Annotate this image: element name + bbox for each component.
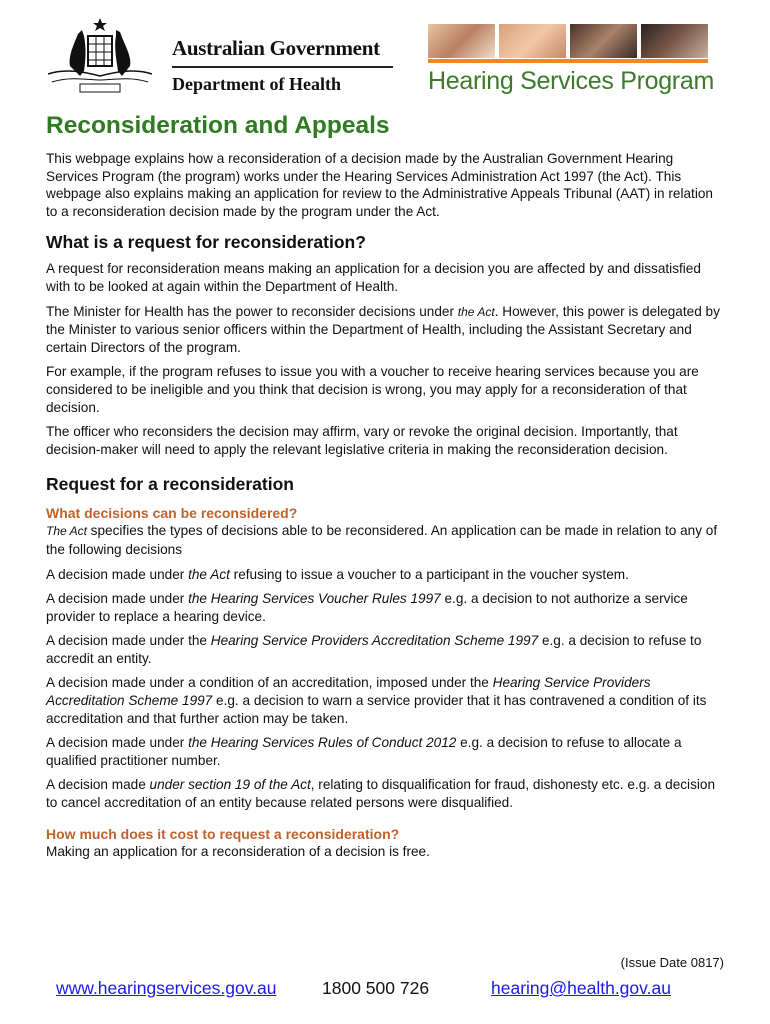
coat-of-arms-icon	[40, 16, 160, 98]
phone-number: 1800 500 726	[322, 978, 430, 998]
government-logo-text	[172, 36, 393, 95]
logo-bar	[428, 59, 708, 63]
text: A decision made under the	[46, 633, 211, 649]
decision-item	[46, 590, 726, 625]
document-body	[46, 112, 726, 867]
decision-item	[46, 566, 726, 584]
paragraph: The officer who reconsiders the decision may affirm, vary or revoke the original decision. Importantly, that decision-maker will need to apply the relevant legislative criteria in making the reconsideration decision.	[46, 424, 678, 457]
decision-item	[46, 674, 726, 727]
gov-line2: Department of Health	[172, 73, 341, 94]
logo-photo	[570, 24, 637, 58]
text: e.g. a decision to warn a service provider that it has contravened a condition of its accreditation and that further action may be taken.	[46, 693, 707, 726]
paragraph: For example, if the program refuses to issue you with a voucher to receive hearing services because you are considered to be ineligible and you think that decision is wrong, you may apply for a reconsideration of that decision.	[46, 364, 699, 415]
text: A decision made under	[46, 591, 189, 607]
text: A decision made under	[46, 735, 189, 751]
paragraph	[46, 303, 726, 357]
subheading: What decisions can be reconsidered?	[46, 505, 298, 522]
section-heading: Request for a reconsideration	[46, 474, 294, 495]
logo-photo	[499, 24, 566, 58]
text: A decision made under a condition of an accreditation, imposed under the	[46, 675, 493, 691]
page-title: Reconsideration and Appeals	[46, 112, 390, 139]
italic-text: Hearing Service Providers Accreditation Scheme 1997	[46, 675, 651, 709]
paragraph	[46, 522, 726, 558]
text: specifies the types of decisions able to be reconsidered. An application can be made in relation to any of the following decisions	[46, 523, 718, 557]
text: , relating to disqualification for fraud, dishonesty etc. e.g. a decision to cancel accreditation of an entity because related persons were disqualified.	[46, 777, 716, 811]
issue-date: (Issue Date 0817)	[620, 955, 724, 970]
logo-photo	[428, 24, 495, 58]
text: refusing to issue a voucher to a participant in the voucher system.	[229, 566, 629, 582]
italic-text: the Hearing Services Voucher Rules 1997	[188, 591, 441, 607]
website-link[interactable]: www.hearingservices.gov.au	[56, 978, 277, 998]
text: The Minister for Health has the power to reconsider decisions under	[46, 303, 458, 319]
italic-text: Hearing Service Providers Accreditation Scheme 1997	[210, 633, 539, 649]
program-name: Hearing Services Program	[428, 67, 714, 95]
section-heading: What is a request for reconsideration?	[46, 232, 366, 253]
intro-paragraph: This webpage explains how a reconsideration of a decision made by the Australian Government Hearing Services Program (the program) works under the Hearing Services Administration Act 1997 (the Act). This webpage also explains making an application for review to the Administrative Appeals Tribunal (AAT) in relation to a reconsideration decision made by the program under the Act.	[46, 151, 713, 219]
logo-divider	[172, 66, 393, 68]
italic-text: the Act	[457, 304, 495, 319]
text: e.g. a decision to refuse to allocate a qualified practitioner number.	[46, 735, 682, 768]
decision-item	[46, 734, 726, 769]
text: A decision made	[46, 777, 150, 793]
text: e.g. a decision to not authorize a service provider to replace a hearing device.	[46, 591, 688, 624]
paragraph: Making an application for a reconsideration of a decision is free.	[46, 843, 430, 859]
gov-line1: Australian Government	[172, 36, 380, 60]
logo-photo-strip	[428, 24, 708, 58]
decision-item	[46, 776, 726, 811]
hearing-services-program-logo	[428, 24, 714, 96]
text: e.g. a decision to refuse to accredit an entity.	[46, 633, 702, 666]
italic-text: under section 19 of the Act	[149, 777, 311, 793]
page-header	[0, 0, 770, 110]
logo-photo	[641, 24, 708, 58]
italic-text: the Act	[188, 566, 230, 582]
italic-text: the Hearing Services Rules of Conduct 2012	[188, 735, 457, 751]
email-link[interactable]: hearing@health.gov.au	[491, 978, 671, 998]
text: . However, this power is delegated by the Minister to various senior officers within the Department of Health, including the Assistant Secretary and certain Directors of the program.	[46, 303, 720, 355]
subheading: How much does it cost to request a reconsideration?	[46, 825, 400, 842]
text: A decision made under	[46, 566, 189, 582]
paragraph: A request for reconsideration means making an application for a decision you are affected by and dissatisfied with to be looked at again within the Department of Health.	[46, 261, 701, 294]
decision-item	[46, 632, 726, 667]
italic-text: The Act	[46, 524, 87, 539]
